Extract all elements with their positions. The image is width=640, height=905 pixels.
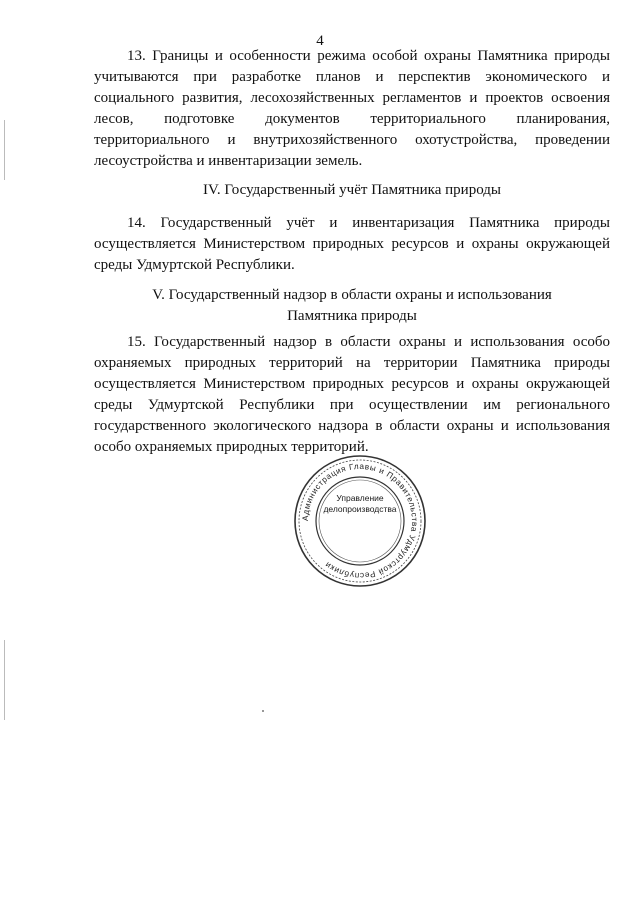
section-heading-v — [94, 285, 610, 327]
scan-edge-mark — [4, 640, 5, 720]
section-heading-iv: IV. Государственный учёт Памятника природы — [202, 182, 501, 198]
seal-inner-ring — [316, 477, 404, 565]
paragraph-14: 14. Государственный учёт и инвентаризация Памятника природы осуществляется Министерством природных ресурсов и охраны окружающей среды Удмуртской Республики. — [94, 215, 610, 273]
section-heading-v-line1: V. Государственный надзор в области охраны и использования — [152, 287, 552, 303]
scan-edge-mark — [4, 120, 5, 180]
seal-center-line1: Управление — [336, 493, 384, 503]
scan-speck — [262, 710, 264, 712]
seal-ring-textpath: Администрация Главы и Правительства Удмуртской Республики — [300, 461, 420, 581]
seal-dotted-ring — [299, 460, 421, 582]
section-heading-v-line2: Памятника природы — [287, 308, 417, 324]
page-number: 4 — [316, 33, 324, 49]
paragraph-15: 15. Государственный надзор в области охраны и использования особо охраняемых природных территорий на территории Памятника природы осуществляется Министерством природных ресурсов и охраны окружающей среды Удмуртской Республики при осуществлении им регионального государственного экологического надзора в области охраны и использования особо охраняемых природных территорий. — [94, 334, 610, 455]
official-seal — [292, 453, 428, 589]
paragraph-13: 13. Границы и особенности режима особой охраны Памятника природы учитываются при разработке планов и перспектив экономического и социального развития, лесохозяйственных регламентов и проектов освоения лесов, подготовке документов территориального планирования, территориального и внутрихозяйственного охотустройства, проведении лесоустройства и инвентаризации земель. — [94, 48, 610, 169]
seal-center-text — [304, 493, 416, 515]
seal-ring-text — [301, 462, 419, 580]
seal-center-line2: делопроизводства — [323, 504, 397, 514]
seal-outer-ring — [295, 456, 425, 586]
